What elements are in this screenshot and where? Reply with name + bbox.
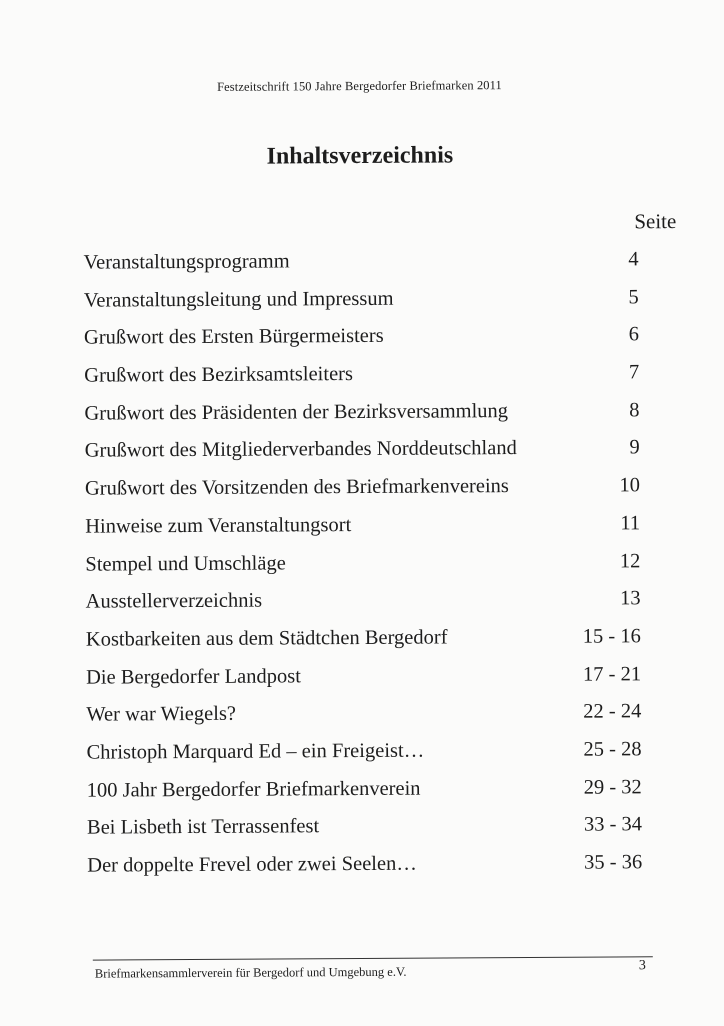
- toc-entry-title: Grußwort des Ersten Bürgermeisters: [83, 325, 384, 350]
- toc-entry-page: 6: [628, 323, 640, 346]
- toc-entry-page: 10: [619, 474, 640, 497]
- toc-entry-page: 33 - 34: [583, 813, 643, 836]
- page-column-label: Seite: [634, 209, 677, 234]
- toc-entry-page: 11: [620, 512, 641, 535]
- toc-entry-page: 12: [619, 549, 641, 572]
- toc-entry-page: 29 - 32: [583, 775, 642, 799]
- toc-entry-title: Stempel und Umschläge: [85, 551, 286, 576]
- toc-entry-title: Christoph Marquard Ed – ein Freigeist…: [86, 739, 425, 764]
- footer-page-number: 3: [638, 958, 646, 974]
- toc-entry-page: 4: [628, 248, 639, 271]
- toc-entry-page: 17 - 21: [582, 662, 642, 686]
- toc-entry: [86, 663, 641, 704]
- toc-entry: [84, 324, 639, 365]
- toc-entry: [86, 587, 641, 628]
- toc-entry: [86, 625, 641, 666]
- toc-entry: [84, 361, 639, 402]
- toc-entry-title: Veranstaltungsleitung und Impressum: [83, 287, 394, 312]
- toc-entry-title: Veranstaltungsprogramm: [83, 250, 290, 274]
- toc-entry: [85, 437, 640, 478]
- toc-entry-page: 13: [620, 587, 641, 610]
- toc-entry-title: Hinweise zum Veranstaltungsort: [85, 513, 352, 538]
- toc-entry-page: 5: [628, 285, 639, 309]
- toc-entry: [86, 701, 641, 742]
- toc-entry: [84, 399, 639, 440]
- toc-entry: [86, 738, 641, 779]
- toc-entry-page: 25 - 28: [583, 738, 642, 761]
- toc-entry: [85, 550, 640, 591]
- toc-entry-title: Der doppelte Frevel oder zwei Seelen…: [87, 852, 417, 877]
- toc-entry: [87, 851, 642, 892]
- toc-entry-title: Ausstellerverzeichnis: [85, 589, 263, 613]
- toc-entry-page: 8: [629, 399, 640, 422]
- toc-entry-title: Bei Lisbeth ist Terrassenfest: [86, 815, 320, 839]
- toc-entry-page: 15 - 16: [582, 625, 641, 648]
- toc-entry: [85, 512, 640, 553]
- running-header: Festzeitschrift 150 Jahre Bergedorfer Briefmarken 2011: [217, 78, 502, 94]
- toc-entry-title: Die Bergedorfer Landpost: [86, 664, 301, 689]
- toc-entry-title: Kostbarkeiten aus dem Städtchen Bergedorf: [85, 626, 448, 651]
- toc-entry: [83, 248, 638, 289]
- toc-entry-page: 7: [628, 361, 640, 384]
- toc-entry-title: Grußwort des Vorsitzenden des Briefmarkenvereins: [84, 475, 509, 500]
- toc-entry-page: 35 - 36: [584, 851, 643, 874]
- toc-entry: [84, 286, 639, 327]
- toc-entry: [87, 814, 642, 855]
- toc-entry-title: Grußwort des Mitgliederverbandes Norddeutschland: [84, 437, 517, 463]
- toc-entry: [87, 776, 642, 817]
- toc-entry-page: 9: [629, 436, 640, 459]
- toc-entry-title: Grußwort des Präsidenten der Bezirksversammlung: [84, 399, 509, 425]
- footer-divider: [93, 956, 653, 960]
- toc-entry-page: 22 - 24: [583, 700, 642, 723]
- toc-entry-title: 100 Jahr Bergedorfer Briefmarkenverein: [86, 777, 421, 802]
- page-title: Inhaltsverzeichnis: [266, 142, 454, 170]
- toc-entry-title: Wer war Wiegels?: [86, 703, 237, 726]
- table-of-contents: [83, 248, 642, 892]
- toc-entry-title: Grußwort des Bezirksamtsleiters: [84, 363, 354, 387]
- toc-entry: [85, 474, 640, 515]
- running-footer: Briefmarkensammlerverein für Bergedorf und Umgebung e.V.: [94, 964, 407, 981]
